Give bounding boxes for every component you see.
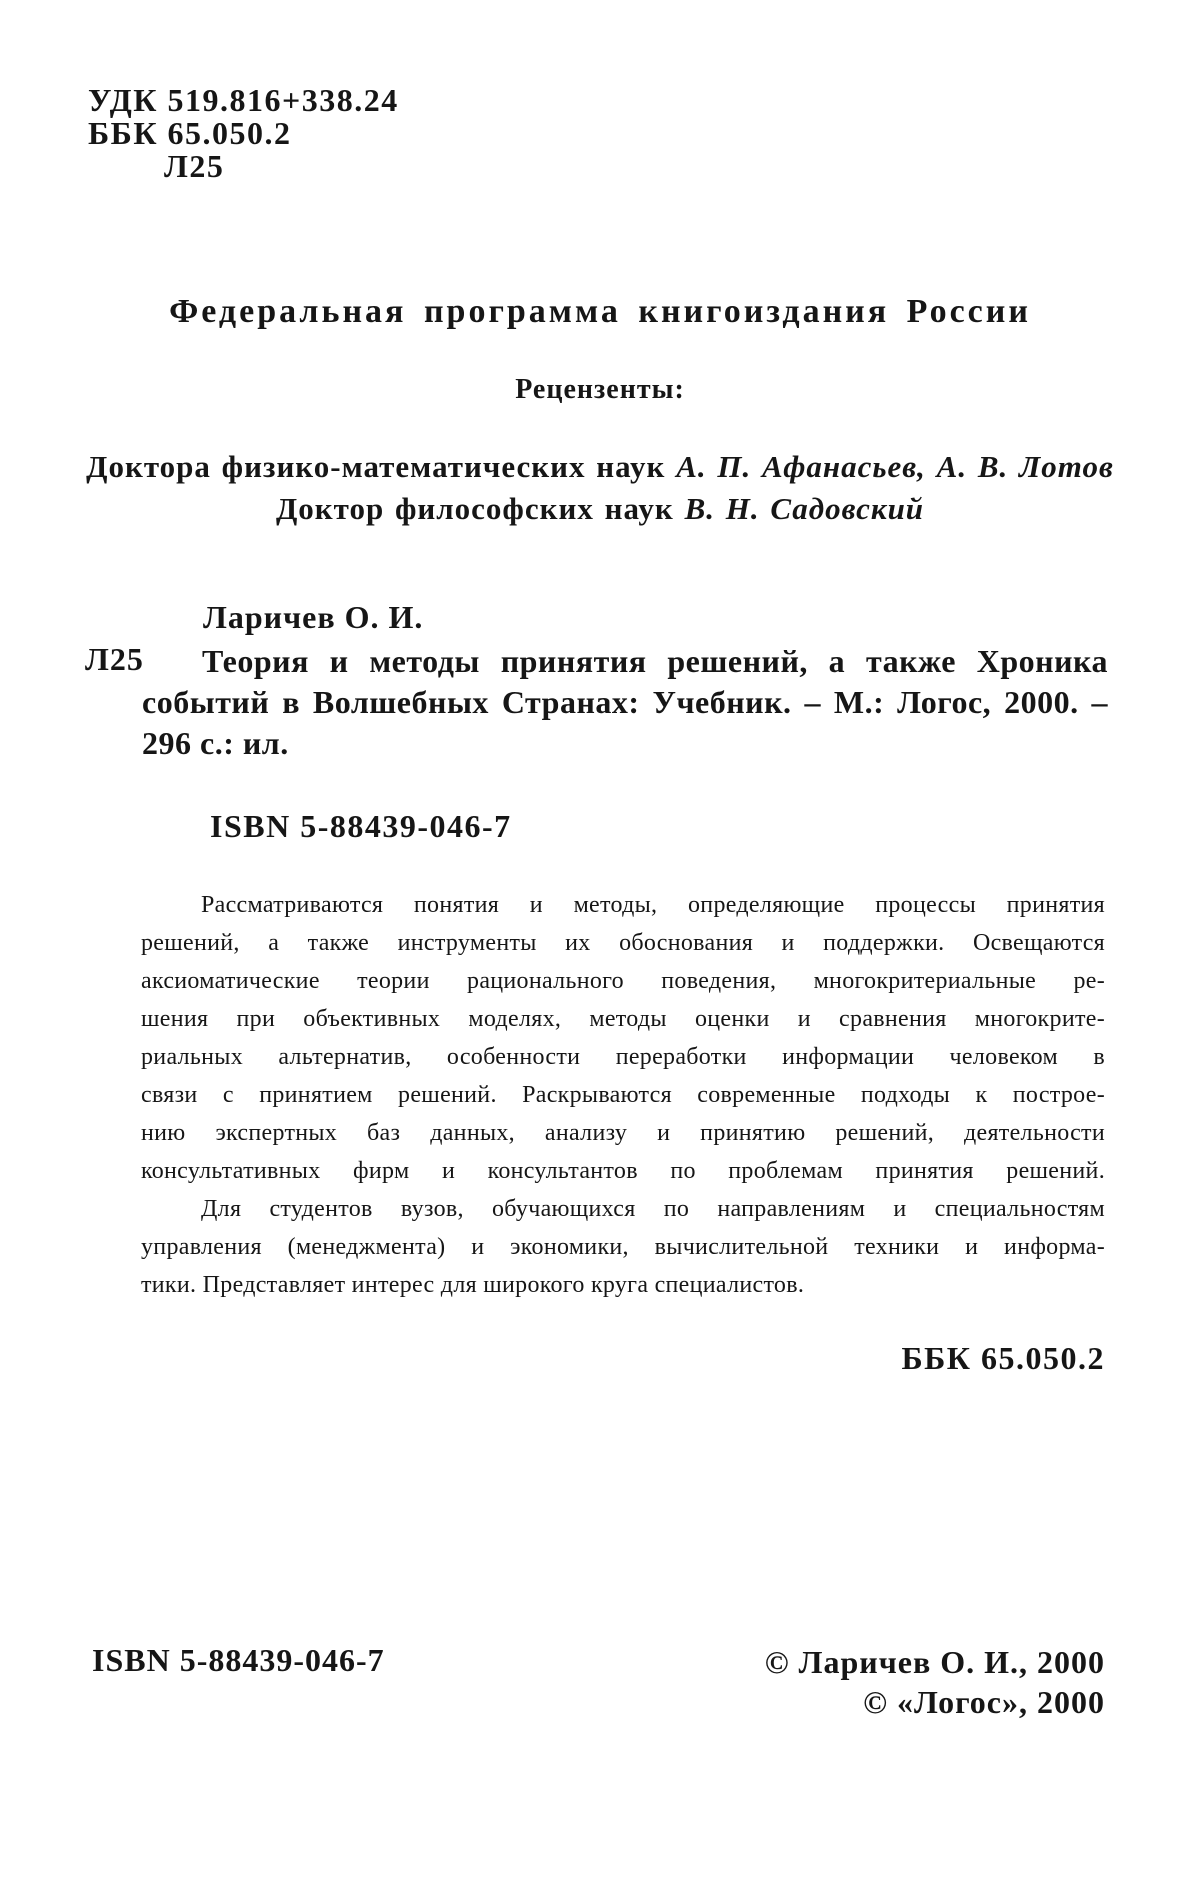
copyright-author: © Ларичев О. И., 2000 <box>764 1644 1105 1680</box>
annotation-line: решений, а также инструменты их обоснования и поддержки. Освещаются <box>141 930 1105 956</box>
annotation-line: риальных альтернатив, особенности переработки информации человеком в <box>141 1044 1105 1070</box>
catalog-description <box>142 641 1108 764</box>
annotation-line: управления (менеджмента) и экономики, вычислительной техники и информа- <box>141 1234 1105 1260</box>
catalog-author: Ларичев О. И. <box>203 599 424 635</box>
author-sign-code: Л25 <box>164 148 225 184</box>
federal-program-line: Федеральная программа книгоиздания России <box>169 293 1031 330</box>
reviewer-line-1-title: Доктора физико-математических наук <box>86 449 666 484</box>
isbn-line: ISBN 5-88439-046-7 <box>210 808 512 844</box>
reviewer-line-2-title: Доктор философских наук <box>275 491 674 526</box>
annotation-line: аксиоматические теории рационального поведения, многокритериальные ре- <box>141 968 1105 994</box>
reviewers-block <box>0 446 1200 530</box>
reviewer-line-1 <box>0 446 1200 488</box>
catalog-description-line: 296 с.: ил. <box>142 725 289 761</box>
catalog-entry-code: Л25 <box>85 641 144 677</box>
catalog-description-line: событий в Волшебных Странах: Учебник. – М.: Логос, 2000. – <box>142 684 1108 720</box>
annotation-line: шения при объективных моделях, методы оценки и сравнения многокрите- <box>141 1006 1105 1032</box>
copyright-publisher: © «Логос», 2000 <box>863 1684 1105 1720</box>
bbk-code: ББК 65.050.2 <box>88 115 292 151</box>
copyright-block <box>765 1642 1105 1722</box>
annotation-line: Рассматриваются понятия и методы, определяющие процессы принятия <box>201 892 1105 918</box>
annotation-line: связи с принятием решений. Раскрываются современные подходы к построе- <box>141 1082 1105 1108</box>
footer-isbn: ISBN 5-88439-046-7 <box>92 1642 385 1678</box>
udc-code: УДК 519.816+338.24 <box>88 82 399 118</box>
annotation-line: нию экспертных баз данных, анализу и принятию решений, деятельности <box>141 1120 1105 1146</box>
bbk-reference: ББК 65.050.2 <box>901 1340 1105 1376</box>
annotation-block <box>141 886 1105 1304</box>
catalog-description-line: Теория и методы принятия решений, а также Хроника <box>202 643 1108 679</box>
annotation-line: Для студентов вузов, обучающихся по направлениям и специальностям <box>201 1196 1105 1222</box>
reviewers-heading: Рецензенты: <box>515 374 685 405</box>
reviewer-line-2 <box>0 488 1200 530</box>
annotation-line: консультативных фирм и консультантов по проблемам принятия решений. <box>141 1158 1105 1184</box>
annotation-line: тики. Представляет интерес для широкого круга специалистов. <box>141 1272 805 1298</box>
reviewer-line-2-names: В. Н. Садовский <box>684 491 925 526</box>
catalog-codes-block <box>88 84 399 183</box>
reviewer-line-1-names: А. П. Афанасьев, А. В. Лотов <box>676 449 1114 484</box>
